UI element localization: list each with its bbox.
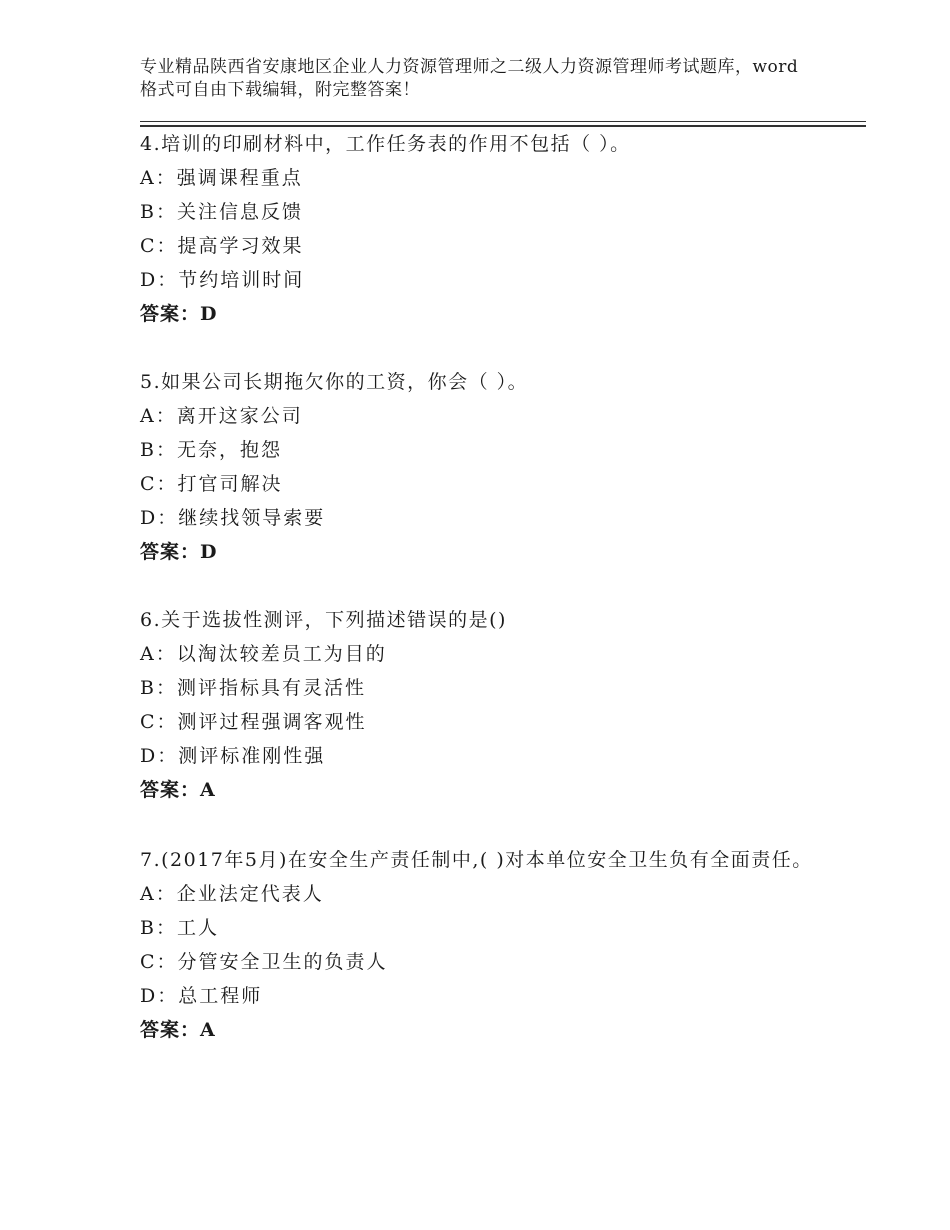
option-b: B：测评指标具有灵活性 [140, 677, 366, 699]
option-b: B：无奈，抱怨 [140, 439, 282, 461]
option-d: D：总工程师 [140, 985, 263, 1007]
option-c: C：提高学习效果 [140, 235, 304, 257]
option-c: C：测评过程强调客观性 [140, 711, 367, 733]
question-stem: 4.培训的印刷材料中，工作任务表的作用不包括（ ）。 [140, 133, 631, 155]
question-stem: 5.如果公司长期拖欠你的工资，你会（ ）。 [140, 371, 529, 393]
option-a: A：企业法定代表人 [140, 883, 324, 905]
option-b: B：关注信息反馈 [140, 201, 303, 223]
document-header [140, 56, 800, 102]
question-stem: 6.关于选拔性测评，下列描述错误的是() [140, 609, 507, 631]
question-block [140, 365, 840, 569]
document-title: 专业精品陕西省安康地区企业人力资源管理师之二级人力资源管理师考试题库，word格式可自由下载编辑，附完整答案！ [140, 57, 799, 100]
question-stem: 7.(2017年5月)在安全生产责任制中,( )对本单位安全卫生负有全面责任。 [140, 849, 813, 871]
answer: 答案：A [140, 779, 216, 801]
option-c: C：分管安全卫生的负责人 [140, 951, 388, 973]
question-block [140, 603, 840, 807]
question-block [140, 127, 840, 331]
answer: 答案：A [140, 1019, 216, 1041]
option-d: D：节约培训时间 [140, 269, 305, 291]
option-a: A：强调课程重点 [140, 167, 303, 189]
option-d: D：测评标准刚性强 [140, 745, 326, 767]
question-block [140, 843, 840, 1047]
option-a: A：离开这家公司 [140, 405, 303, 427]
option-d: D：继续找领导索要 [140, 507, 326, 529]
answer: 答案：D [140, 541, 218, 563]
option-b: B：工人 [140, 917, 219, 939]
option-a: A：以淘汰较差员工为目的 [140, 643, 387, 665]
answer: 答案：D [140, 303, 218, 325]
option-c: C：打官司解决 [140, 473, 283, 495]
header-divider-thin [140, 121, 866, 122]
